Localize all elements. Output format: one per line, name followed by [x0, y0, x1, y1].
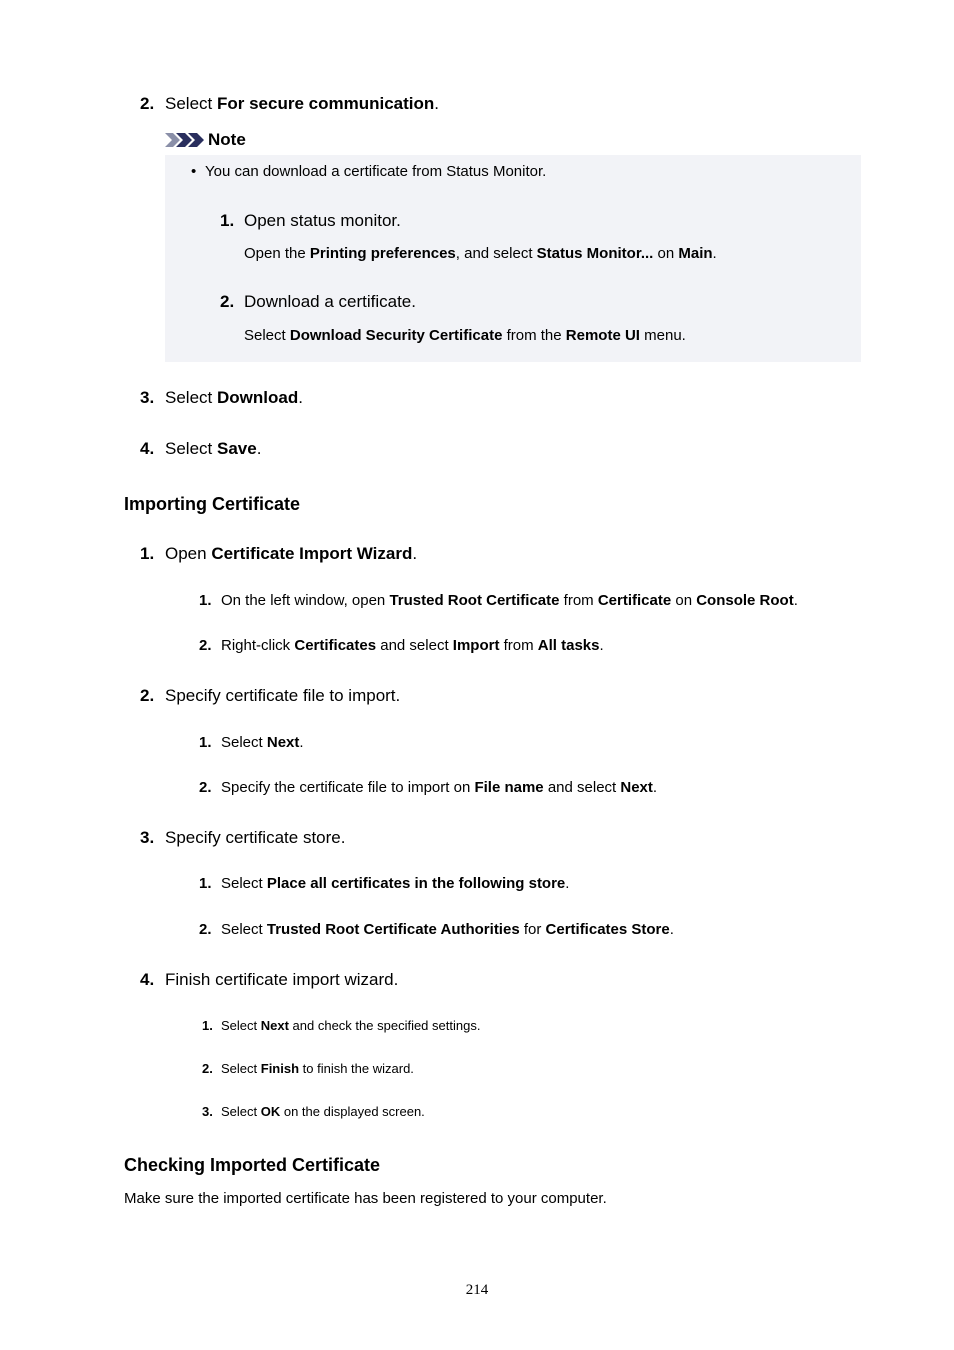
- step-text: Select For secure communication.: [165, 94, 439, 113]
- page-number: 214: [465, 1282, 489, 1298]
- substep-number: 1.: [199, 734, 212, 751]
- step-number: 2.: [140, 686, 155, 705]
- substep-number: 2.: [199, 637, 212, 654]
- substep-number: 1.: [199, 875, 212, 892]
- substep-number: 1.: [199, 592, 212, 609]
- step-number: 4.: [140, 970, 155, 989]
- note-substep-text: Download a certificate.: [244, 292, 416, 311]
- substep-text: Select Finish to finish the wizard.: [221, 1061, 414, 1076]
- step-number: 4.: [140, 439, 155, 458]
- substep-number: 1.: [202, 1018, 213, 1033]
- note-substep-number: 2.: [220, 292, 235, 311]
- note-bullet: •: [191, 163, 197, 180]
- substep-number: 2.: [199, 779, 212, 796]
- step-number: 3.: [140, 828, 155, 847]
- step-text: Finish certificate import wizard.: [165, 970, 399, 989]
- substep-number: 3.: [202, 1104, 213, 1119]
- note-bullet-text: You can download a certificate from Status Monitor.: [205, 163, 547, 180]
- checking-heading: Checking Imported Certificate: [124, 1155, 381, 1175]
- substep-text: Select Next and check the specified settings.: [221, 1018, 481, 1033]
- step-text: Open Certificate Import Wizard.: [165, 544, 418, 563]
- step-number: 2.: [140, 94, 155, 113]
- substep-text: Select OK on the displayed screen.: [221, 1104, 425, 1119]
- note-substep-text: Open status monitor.: [244, 211, 401, 230]
- checking-text: Make sure the imported certificate has been registered to your computer.: [124, 1190, 607, 1207]
- substep-text: Right-click Certificates and select Import from All tasks.: [221, 637, 604, 654]
- step-number: 3.: [140, 388, 155, 407]
- substep-text: On the left window, open Trusted Root Certificate from Certificate on Console Root.: [221, 592, 798, 609]
- importing-heading: Importing Certificate: [124, 494, 301, 514]
- note-arrows-icon: [165, 132, 205, 148]
- step-text: Select Save.: [165, 439, 262, 458]
- note-substep-detail: Open the Printing preferences, and select Status Monitor... on Main.: [244, 245, 717, 262]
- substep-text: Specify the certificate file to import on File name and select Next.: [221, 779, 658, 796]
- substep-text: Select Next.: [221, 734, 304, 751]
- substep-number: 2.: [202, 1061, 213, 1076]
- step-text: Specify certificate store.: [165, 828, 346, 847]
- note-substep-number: 1.: [220, 211, 235, 230]
- note-title: Note: [208, 130, 246, 149]
- substep-number: 2.: [199, 921, 212, 938]
- substep-text: Select Trusted Root Certificate Authorities for Certificates Store.: [221, 921, 674, 938]
- note-substep-detail: Select Download Security Certificate from the Remote UI menu.: [244, 327, 686, 344]
- substep-text: Select Place all certificates in the following store.: [221, 875, 570, 892]
- step-text: Specify certificate file to import.: [165, 686, 401, 705]
- step-number: 1.: [140, 544, 155, 563]
- step-text: Select Download.: [165, 388, 303, 407]
